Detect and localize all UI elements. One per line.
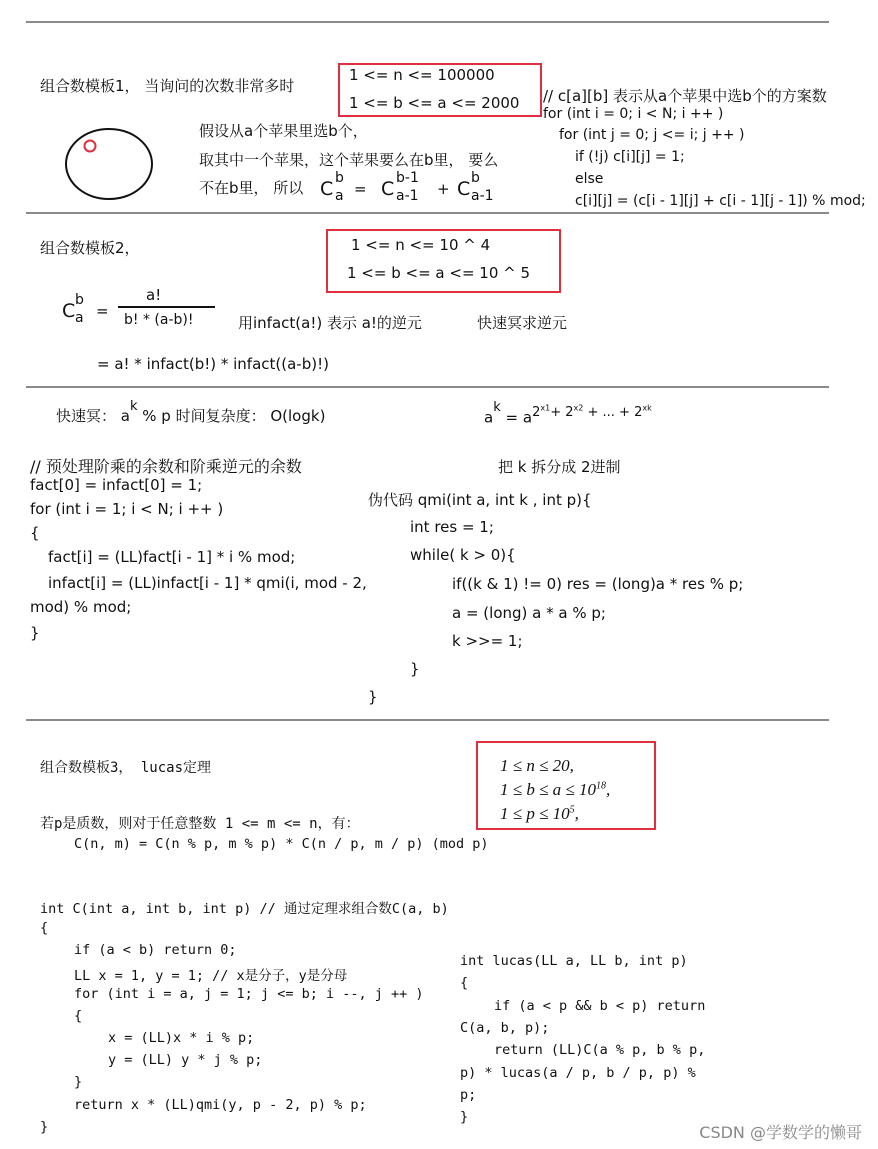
code-line: for (int j = 0; j <= i; j ++ ) xyxy=(559,127,745,143)
formula-sup: b-1 xyxy=(396,170,419,186)
formula-plus: + xyxy=(437,180,450,198)
section1-explain-1: 假设从a个苹果里选b个， xyxy=(199,122,368,140)
box-line3-exp: 5 xyxy=(569,804,575,816)
code-line: infact[i] = (LL)infact[i - 1] * qmi(i, mod - 2, xyxy=(48,574,367,592)
code-line: if (a < b) return 0; xyxy=(74,942,237,958)
code-line: mod) % mod; xyxy=(30,598,132,616)
rhs-a2: a xyxy=(522,408,533,427)
section2-note2: 快速冥求逆元 xyxy=(477,314,568,332)
rhs-x2: x2 xyxy=(573,404,584,413)
code-line: { xyxy=(30,524,40,542)
code-line: a = (long) a * a % p; xyxy=(452,604,606,622)
rhs-exp xyxy=(532,405,652,420)
section4-box-line2 xyxy=(500,780,610,800)
section3-title xyxy=(56,399,326,426)
code-line: fact[0] = infact[0] = 1; xyxy=(30,476,203,494)
rhs-xk: xk xyxy=(642,404,652,413)
formula-sub: a xyxy=(335,188,344,204)
code-line: C(a, b, p); xyxy=(460,1020,550,1036)
box-line3-pre: 1 ≤ p ≤ 10 xyxy=(500,804,570,823)
formula-eq: = xyxy=(354,180,367,198)
code-line: LL x = 1, y = 1; // x是分子，y是分母 xyxy=(74,968,348,984)
divider-top xyxy=(26,21,829,23)
apple-bag-diagram xyxy=(62,126,162,206)
formula-sub: a-1 xyxy=(471,188,494,204)
code-line: x = (LL)x * i % p; xyxy=(108,1030,255,1046)
code-line: } xyxy=(460,1109,469,1125)
code-line: } xyxy=(74,1074,83,1090)
code-line: } xyxy=(368,688,378,706)
rhs-a: a xyxy=(484,408,494,427)
section2-line2: = a! * infact(b!) * infact((a-b)!) xyxy=(97,355,329,373)
section4-title: 组合数模板3， lucas定理 xyxy=(40,760,212,776)
code-line: if (!j) c[i][j] = 1; xyxy=(575,149,685,165)
code-line: k >>= 1; xyxy=(452,632,523,650)
divider-1 xyxy=(26,212,829,214)
section2-box-line2: 1 <= b <= a <= 10 ^ 5 xyxy=(347,264,531,282)
code-line: { xyxy=(460,975,469,991)
code-line: return x * (LL)qmi(y, p - 2, p) % p; xyxy=(74,1097,367,1113)
code-line: } xyxy=(30,624,40,642)
section4-box-line3 xyxy=(500,804,579,824)
section2-note1: 用infact(a!) 表示 a!的逆元 xyxy=(238,314,422,332)
fraction-bar xyxy=(118,306,215,308)
section1-comment: // c[a][b] 表示从a个苹果中选b个的方案数 xyxy=(543,87,827,105)
box-line2-post: , xyxy=(606,780,611,799)
code-line: c[i][j] = (c[i - 1][j] + c[i - 1][j - 1]) % mod; xyxy=(575,193,866,209)
section2-box-line1: 1 <= n <= 10 ^ 4 xyxy=(351,236,491,254)
rhs-p2: + ... + xyxy=(587,405,630,421)
qmi-title-pre: 快速冥： a xyxy=(56,407,130,425)
section1-box-line2: 1 <= b <= a <= 2000 xyxy=(349,94,520,112)
rhs-k: k xyxy=(493,400,501,416)
section1-box-line1: 1 <= n <= 100000 xyxy=(349,66,495,84)
code-line: // 预处理阶乘的余数和阶乘逆元的余数 xyxy=(30,457,302,476)
code-line: for (int i = 1; i < N; i ++ ) xyxy=(30,500,224,518)
code-line: } xyxy=(410,660,420,678)
box-line3-post: , xyxy=(574,804,579,823)
watermark: CSDN @学数学的懒哥 xyxy=(699,1123,862,1142)
section4-box-line1: 1 ≤ n ≤ 20, xyxy=(500,756,574,775)
rhs-x1: x1 xyxy=(540,404,551,413)
rhs-t1: 2 xyxy=(532,405,541,421)
formula-c: C xyxy=(320,178,334,200)
qmi-title-k: k xyxy=(129,399,138,414)
code-line: { xyxy=(40,920,49,936)
section1-explain-2: 取其中一个苹果，这个苹果要么在b里， 要么 xyxy=(199,151,499,169)
rhs-eq: = xyxy=(505,408,519,427)
rhs-t2: 2 xyxy=(565,405,574,421)
section3-split-note: 把 k 拆分成 2进制 xyxy=(498,458,621,476)
code-line: 伪代码 qmi(int a, int k , int p){ xyxy=(368,491,592,509)
section1-title: 组合数模板1， 当询问的次数非常多时 xyxy=(40,77,295,95)
section4-theorem-formula: C(n, m) = C(n % p, m % p) * C(n / p, m / p) (mod p) xyxy=(74,836,489,852)
section1-explain-3: 不在b里， 所以 xyxy=(199,179,304,197)
rhs-p1: + xyxy=(550,405,562,421)
code-line: for (int i = a, j = 1; j <= b; i --, j ++ ) xyxy=(74,986,424,1002)
binary-expansion xyxy=(484,400,652,427)
formula-sub: a-1 xyxy=(396,188,419,204)
code-line: y = (LL) y * j % p; xyxy=(108,1052,263,1068)
formula-numerator: a! xyxy=(146,286,162,304)
formula-sup: b xyxy=(75,292,84,308)
divider-2 xyxy=(26,386,829,388)
code-line: if((k & 1) != 0) res = (long)a * res % p; xyxy=(452,575,744,593)
code-line: } xyxy=(40,1119,49,1135)
divider-3 xyxy=(26,719,829,721)
code-line: { xyxy=(74,1008,83,1024)
code-line: else xyxy=(575,171,604,187)
section2-title: 组合数模板2， xyxy=(40,239,140,257)
code-line: int res = 1; xyxy=(410,518,494,536)
code-line: int lucas(LL a, LL b, int p) xyxy=(460,953,688,969)
formula-c: C xyxy=(457,178,471,200)
code-line: for (int i = 0; i < N; i ++ ) xyxy=(543,106,724,122)
formula-denominator: b! * (a-b)! xyxy=(124,312,194,328)
code-line: while( k > 0){ xyxy=(410,546,516,564)
formula-sup: b xyxy=(471,170,480,186)
qmi-title-post: % p 时间复杂度： O(logk) xyxy=(142,407,326,425)
code-line: p) * lucas(a / p, b / p, p) % xyxy=(460,1065,696,1081)
code-line: p; xyxy=(460,1087,477,1103)
code-line: return (LL)C(a % p, b % p, xyxy=(494,1042,706,1058)
formula-c: C xyxy=(381,178,395,200)
formula-eq: = xyxy=(96,302,109,320)
section4-theorem: 若p是质数，则对于任意整数 1 <= m <= n，有： xyxy=(40,816,360,832)
formula-sub: a xyxy=(75,310,84,326)
formula-sup: b xyxy=(335,170,344,186)
box-line2-pre: 1 ≤ b ≤ a ≤ 10 xyxy=(500,780,596,799)
code-line: if (a < p && b < p) return xyxy=(494,998,706,1014)
box-line2-exp: 18 xyxy=(596,780,606,792)
rhs-t3: 2 xyxy=(634,405,643,421)
code-line: int C(int a, int b, int p) // 通过定理求组合数C(a, b) xyxy=(40,901,449,917)
formula-c: C xyxy=(62,300,76,322)
code-line: fact[i] = (LL)fact[i - 1] * i % mod; xyxy=(48,548,296,566)
